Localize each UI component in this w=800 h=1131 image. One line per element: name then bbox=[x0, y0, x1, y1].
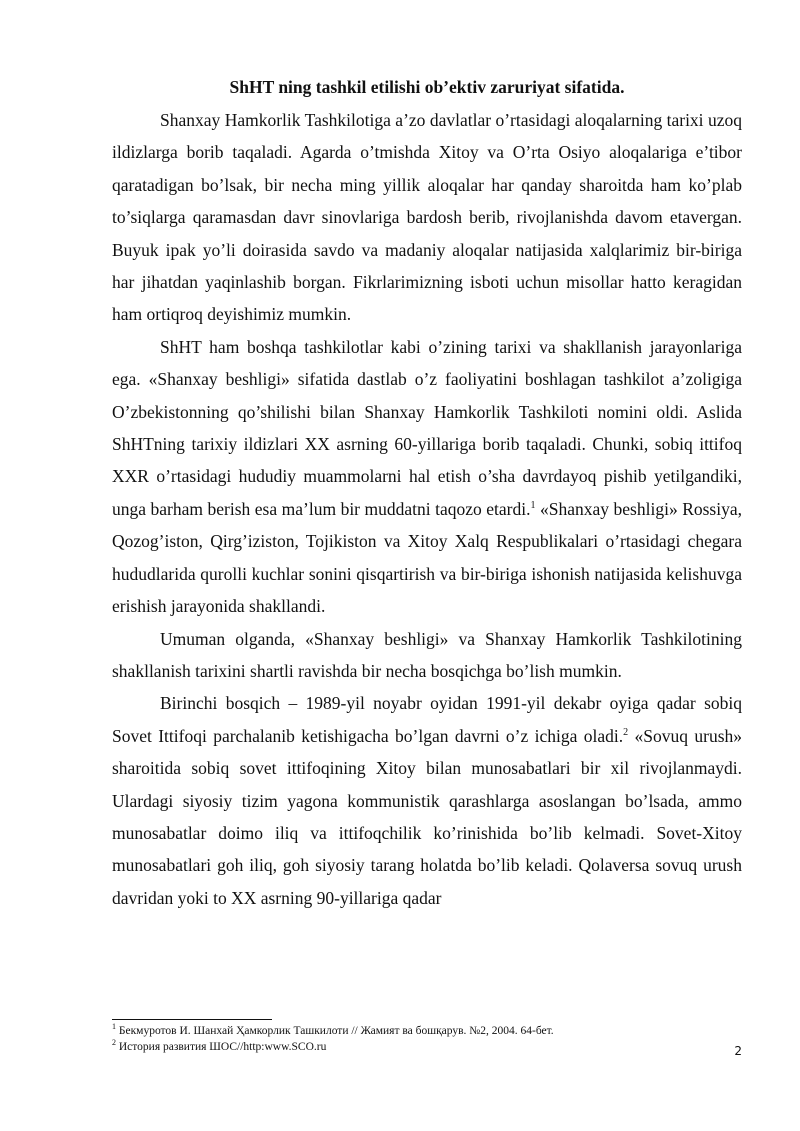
footnote-text: История развития ШОС//http:www.SCO.ru bbox=[118, 1041, 327, 1053]
footnote-mark: 2 bbox=[112, 1038, 116, 1048]
paragraph-text: «Shanxay beshligi» Rossiya, Qozog’iston, Qirg’iziston, Tojikiston va Xitoy Xalq Respublikalari o’rtasidagi chegara hududlarida qurolli kuchlar sonini qisqartirish va bir-biriga ishonish natijasida kelishuvga erishish jarayonida shakllandi. bbox=[112, 498, 742, 617]
footnote-separator bbox=[112, 1019, 272, 1020]
footnotes bbox=[112, 1023, 742, 1055]
document-title: ShHT ning tashkil etilishi ob’ektiv zaruriyat sifatida. bbox=[229, 77, 625, 97]
footnote bbox=[112, 1023, 742, 1039]
page-number: 2 bbox=[734, 1044, 742, 1058]
document-body bbox=[112, 104, 742, 914]
paragraph bbox=[112, 104, 742, 331]
footnote-reference[interactable]: 2 bbox=[623, 726, 629, 738]
paragraph-text: Shanxay Hamkorlik Tashkilotiga a’zo davlatlar o’rtasidagi aloqalarning tarixi uzoq ildizlarga borib taqaladi. Agarda o’tmishda Xitoy va O’rta Osiyo aloqalariga e’tibor qaratadigan bo’lsak, bir necha ming yillik aloqalar har qanday sharoitda ham ko’plab to’siqlarga qaramasdan davr sinovlariga bardosh berib, rivojlanishda davom etavergan. Buyuk ipak yo’li doirasida savdo va madaniy aloqalar natijasida xalqlarimiz bir-biriga har jihatdan yaqinlashib borgan. Fikrlarimizning isboti uchun misollar hatto keragidan ham ortiqroq deyishimiz mumkin. bbox=[112, 110, 742, 325]
paragraph-text: Birinchi bosqich – 1989-yil noyabr oyidan 1991-yil dekabr oyiga qadar sobiq Sovet Ittifoqi parchalanib ketishigacha bo’lgan davrni o’z ichiga oladi. bbox=[112, 693, 742, 746]
paragraph bbox=[112, 331, 742, 623]
paragraph-text: Umuman olganda, «Shanxay beshligi» va Shanxay Hamkorlik Tashkilotining shakllanish tarixini shartli ravishda bir necha bosqichga bo’lish mumkin. bbox=[112, 628, 742, 681]
footnote bbox=[112, 1039, 742, 1055]
footnote-reference[interactable]: 1 bbox=[530, 500, 536, 512]
paragraph-text: «Sovuq urush» sharoitida sobiq sovet ittifoqining Xitoy bilan munosabatlari bir xil rivojlanmaydi. Ulardagi siyosiy tizim yagona kommunistik qarashlarga asoslangan bo’lsada, ammo munosabatlar doimo iliq va ittifoqchilik ko’rinishida bo’lib kelmadi. Sovet-Xitoy munosabatlari goh iliq, goh siyosiy tarang holatda bo’lib keladi. Qolaversa sovuq urush davridan yoki to XX asrning 90-yillariga qadar bbox=[112, 725, 742, 908]
paragraph bbox=[112, 687, 742, 914]
paragraph-text: ShHT ham boshqa tashkilotlar kabi o’zining tarixi va shakllanish jarayonlariga ega. «Shanxay beshligi» sifatida dastlab o’z faoliyatini boshlagan tashkilot a’zoligiga O’zbekistonning qo’shilishi bilan Shanxay Hamkorlik Tashkiloti nomini oldi. Aslida ShHTning tarixiy ildizlari XX asrning 60-yillariga borib taqaladi. Chunki, sobiq ittifoq XXR o’rtasidagi hududiy muammolarni hal etish o’sha davrdayoq pishib yetilgandiki, unga barham berish esa ma’lum bir muddatni taqozo etardi. bbox=[112, 336, 742, 519]
footnote-text: Бекмуротов И. Шанхай Ҳамкорлик Ташкилоти // Жамият ва бошқарув. №2, 2004. 64-бет. bbox=[118, 1025, 554, 1037]
footnote-mark: 1 bbox=[112, 1022, 116, 1032]
paragraph bbox=[112, 623, 742, 688]
